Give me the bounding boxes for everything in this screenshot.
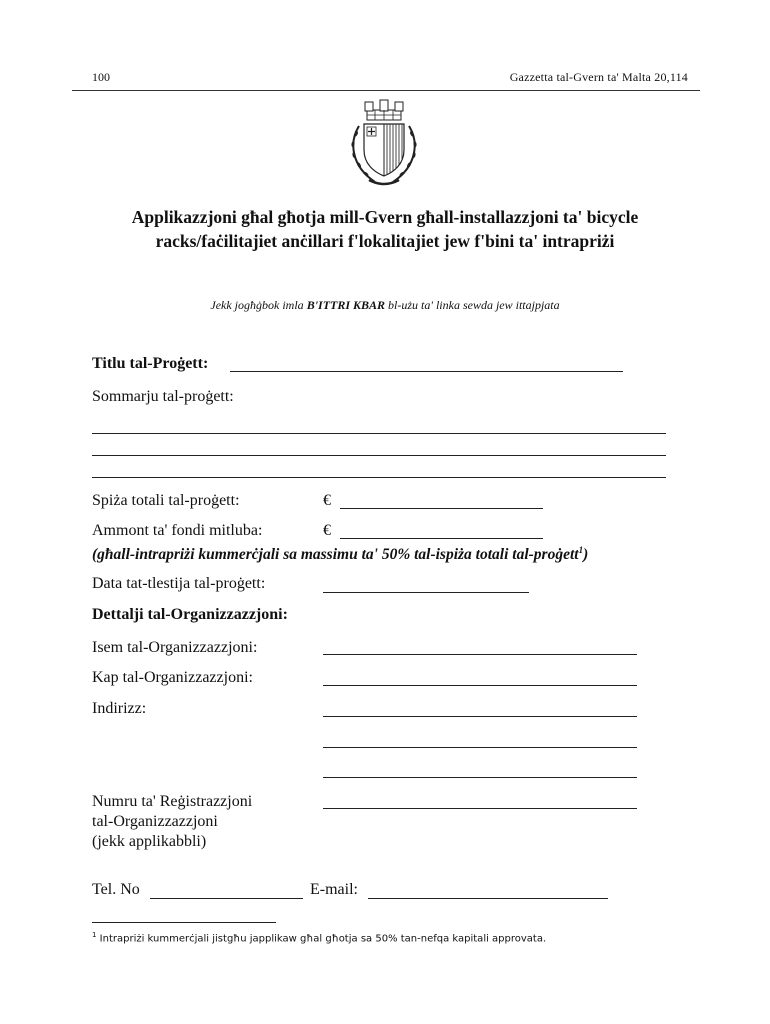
total-cost-label: Spiża totali tal-proġett:: [92, 492, 240, 509]
euro-symbol: €: [323, 492, 331, 509]
summary-label: Sommarju tal-proġett:: [92, 388, 234, 405]
page-number: 100: [92, 70, 110, 84]
project-title-field[interactable]: [230, 371, 623, 372]
coat-of-arms-icon: [345, 98, 423, 190]
publication-title: Gazzetta tal-Gvern ta' Malta 20,114: [509, 70, 688, 84]
address-label: Indirizz:: [92, 700, 147, 717]
address-field-line-1[interactable]: [323, 716, 637, 717]
tel-field[interactable]: [150, 898, 303, 899]
form-instructions: [92, 298, 678, 313]
tel-label: Tel. No: [92, 881, 140, 898]
completion-date-label: Data tat-tlestija tal-proġett:: [92, 575, 266, 592]
org-details-heading: Dettalji tal-Organizzazzjoni:: [92, 606, 288, 623]
footnote-text: Intrapriżi kummerċjali jistgħu japplikaw għal għotja sa 50% tan-nefqa kapitali approvata.: [99, 933, 547, 945]
header-rule: [72, 90, 700, 91]
funds-requested-field[interactable]: [340, 538, 543, 539]
org-name-label: Isem tal-Organizzazzjoni:: [92, 639, 258, 656]
footnote: [92, 931, 546, 944]
registration-field[interactable]: [323, 808, 637, 809]
address-field-line-2[interactable]: [323, 747, 637, 748]
registration-label-line-1: Numru ta' Reġistrazzjoni: [92, 793, 253, 810]
email-label: E-mail:: [310, 881, 358, 898]
org-head-label: Kap tal-Organizzazzjoni:: [92, 669, 253, 686]
instructions-text: Jekk jogħġbok imla: [210, 298, 307, 312]
total-cost-field[interactable]: [340, 508, 543, 509]
registration-label-line-2: tal-Organizzazzjoni: [92, 813, 218, 830]
footnote-ref: 1: [578, 545, 584, 555]
instructions-text-end: bl-użu ta' linka sewda jew ittajpjata: [385, 298, 560, 312]
org-head-field[interactable]: [323, 685, 637, 686]
org-name-field[interactable]: [323, 654, 637, 655]
instructions-emphasis: B'ITTRI KBAR: [306, 298, 386, 312]
footnote-rule: [92, 922, 276, 923]
footnote-marker: 1: [92, 931, 97, 939]
summary-field-line-1[interactable]: [92, 433, 666, 434]
funds-requested-label: Ammont ta' fondi mitluba:: [92, 522, 263, 539]
form-title: Applikazzjoni għal għotja mill-Gvern għall-installazzjoni ta' bicycle racks/faċilitajiet anċillari f'lokalitajiet jew f'bini ta' intrapriżi: [131, 207, 639, 251]
registration-label-line-3: (jekk applikabbli): [92, 833, 207, 850]
project-title-label: Titlu tal-Proġett:: [92, 355, 209, 372]
registration-label: [92, 792, 252, 852]
commercial-note-close: ): [583, 546, 589, 564]
summary-field-line-2[interactable]: [92, 455, 666, 456]
address-field-line-3[interactable]: [323, 777, 637, 778]
commercial-enterprise-note: [92, 545, 588, 564]
summary-field-line-3[interactable]: [92, 477, 666, 478]
commercial-note-text: (għall-intrapriżi kummerċjali sa massimu ta' 50% tal-ispiża totali tal-proġett: [92, 546, 579, 564]
euro-symbol: €: [323, 522, 331, 539]
completion-date-field[interactable]: [323, 592, 529, 593]
email-field[interactable]: [368, 898, 608, 899]
